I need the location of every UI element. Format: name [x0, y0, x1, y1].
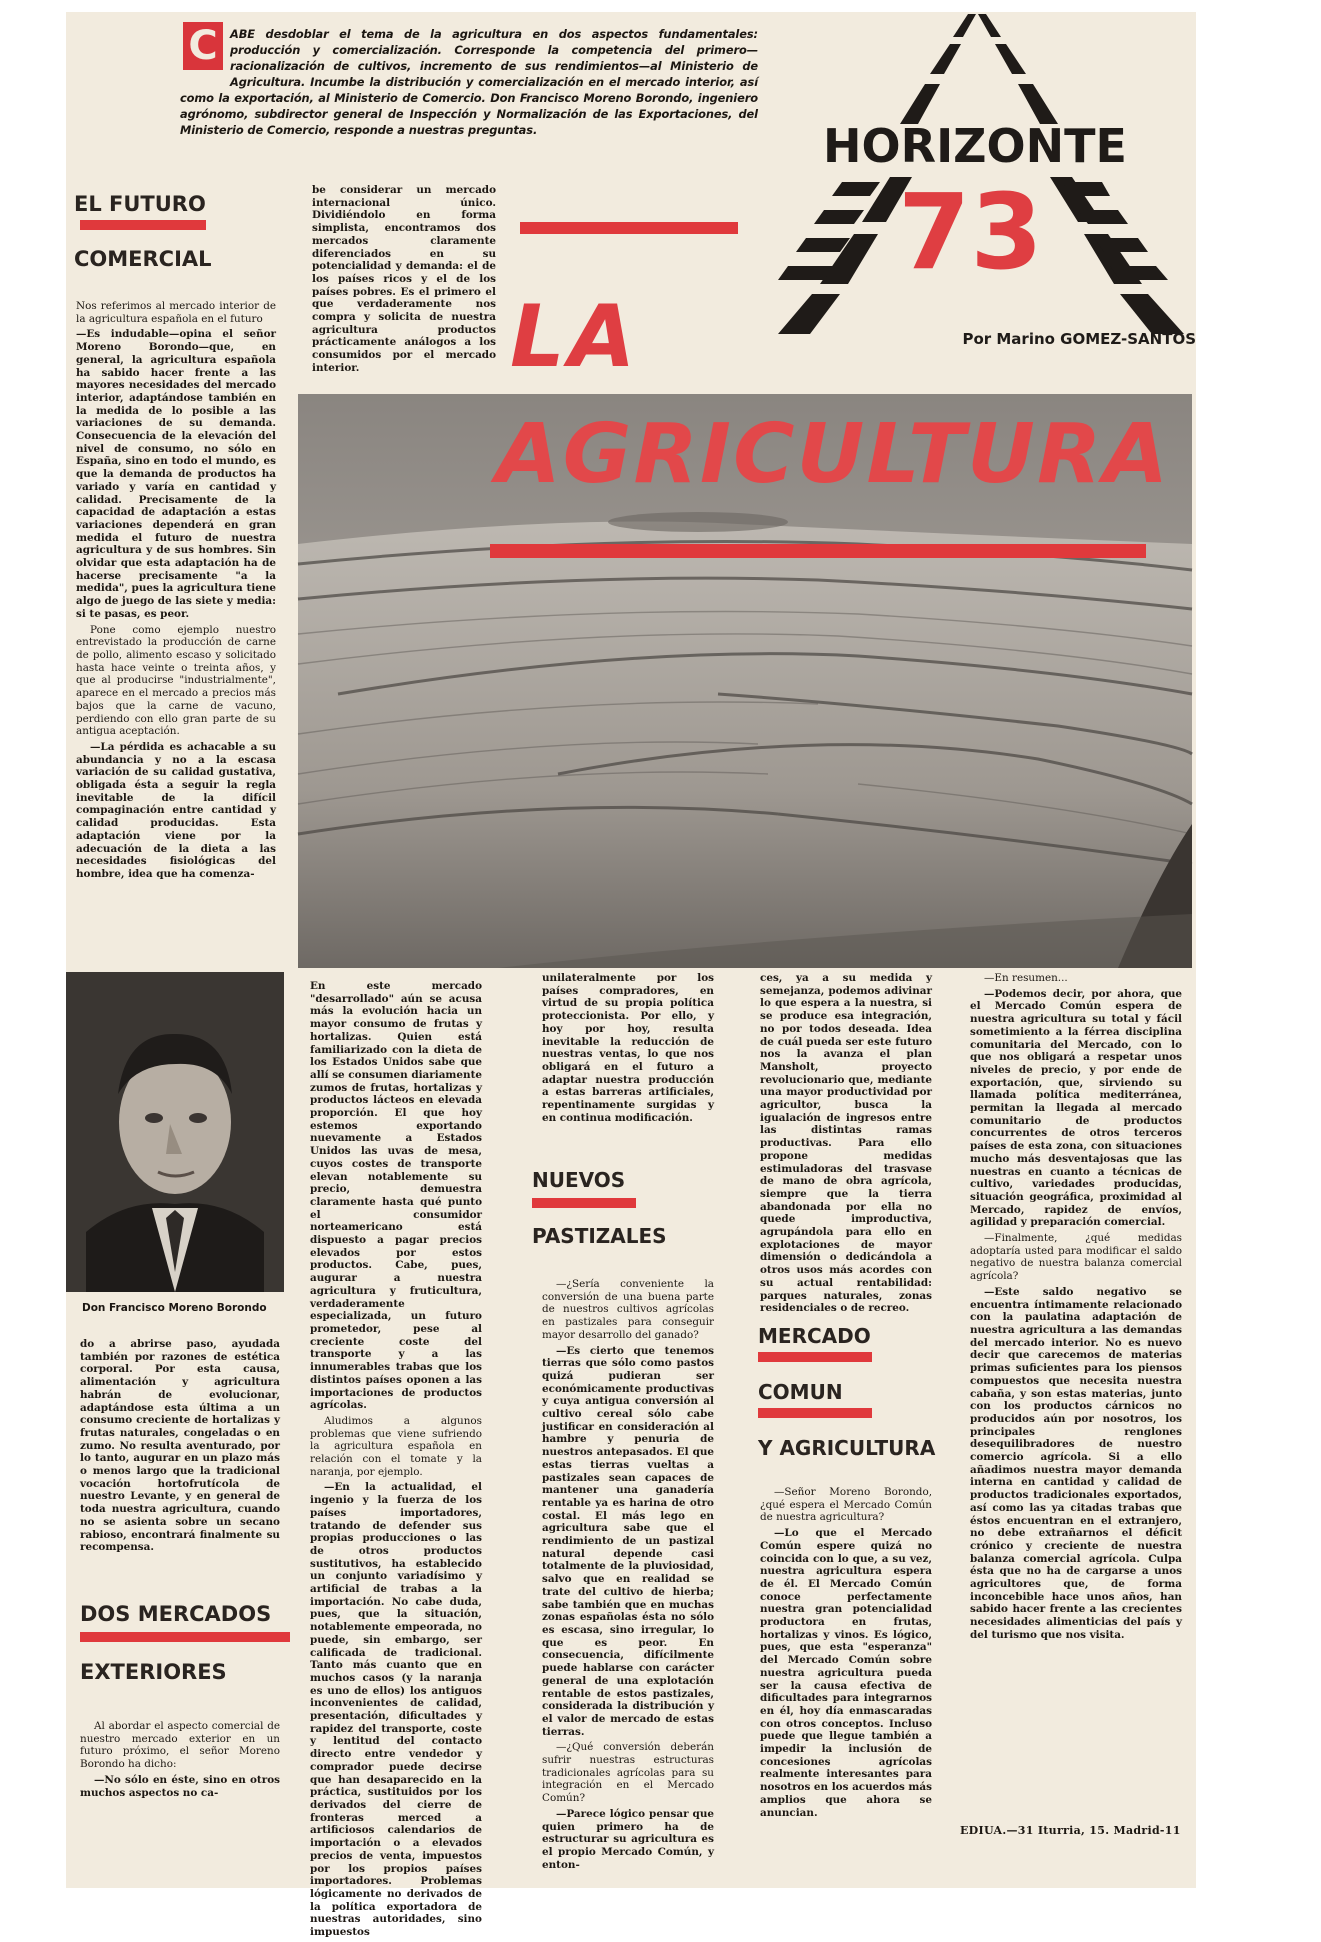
column-3-bottom: [542, 1278, 714, 1874]
logo-number: 73: [898, 171, 1043, 293]
paragraph: Pone como ejemplo nuestro entrevistado la producción de carne de pollo, alimento escaso y solicitado hasta hace veinte o treinta años, y que al producirse "industrialmente", aparece en el mercado a precios más bajos que la carne de vacuno, perdiendo con ello gran parte de su antigua aceptación.: [76, 623, 276, 738]
title-underline: [490, 544, 1146, 558]
paragraph: —Es indudable—opina el señor Moreno Borondo—que, en general, la agricultura española ha sabido hacer frente a las mayores necesidades del mercado interior, adaptándose también en la medida de lo posible a las variaciones de su demanda. Consecuencia de la elevación del nivel de consumo, no sólo en España, sino en todo el mundo, es que la demanda de productos ha variado y varía en cantidad y calidad. Precisamente de la capacidad de adaptación a estas variaciones dependerá en gran medida el futuro de nuestra agricultura y de sus hombres. Sin olvidar que esta adaptación ha de hacerse precisamente "a la medida", pues la agricultura tiene algo de juego de las siete y media: si te pasas, es peor.: [76, 328, 276, 620]
drop-cap: C: [183, 22, 223, 70]
paragraph: En este mercado "desarrollado" aún se acusa más la evolución hacia un mayor consumo de frutas y hortalizas. Quien está familiarizado con la dieta de los Estados Unidos sabe que allí se consumen diariamente zumos de frutas, hortalizas y productos lácteos en elevada proporción. El que hoy estemos exportando nuevamente a Estados Unidos las uvas de mesa, cuyos costes de transporte elevan notablemente su precio, demuestra claramente hasta qué punto el consumidor norteamericano está dispuesto a pagar precios elevados por estos productos. Cabe, pues, augurar a nuestra agricultura y fruticultura, verdaderamente especializada, un futuro prometedor, pese al creciente coste del transporte y a las innumerables trabas que los distintos países oponen a las importaciones de productos agrícolas.: [310, 980, 482, 1412]
paragraph: —Finalmente, ¿qué medidas adoptaría usted para modificar el saldo negativo de nuestra balanza comercial agrícola?: [970, 1232, 1182, 1283]
paragraph: unilateralmente por los países compradores, en virtud de su propia política proteccionista. Por ello, y hoy por hoy, resulta inevitable la reducción de nuestras ventas, lo que nos obligará en el futuro a adaptar nuestra producción a estas barreras artificiales, repentinamente surgidas y en continua modificación.: [542, 972, 714, 1124]
column-4-top: [760, 972, 932, 1318]
portrait-photo: [66, 972, 284, 1292]
paragraph: Al abordar el aspecto comercial de nuestro mercado exterior en un futuro próximo, el señor Moreno Borondo ha dicho:: [80, 1720, 280, 1771]
column-4-bottom: [760, 1486, 932, 1822]
section-heading-mercado-3: Y AGRICULTURA: [758, 1436, 936, 1460]
section-heading-dos-2: EXTERIORES: [80, 1660, 227, 1684]
column-5: [970, 972, 1182, 1645]
paragraph: —Este saldo negativo se encuentra íntimamente relacionado con la paulatina adaptación de nuestra agricultura a las demandas del mercado interior. No es nuevo decir que carecemos de materias primas suficientes para los piensos compuestos que necesita nuestra cabaña, y son estas materias, junto con los productos cárnicos no producidos aún por nosotros, los principales renglones desequilibradores de nuestro comercio agrícola. Si a ello añadimos nuestra mayor demanda interna en cantidad y calidad de productos tradicionales exportados, así como las ya citadas trabas que éstos encuentran en el extranjero, no debe extrañarnos el déficit crónico y creciente de nuestra balanza comercial agrícola. Culpa ésta que no ha de cargarse a unos agricultores que, de forma inconcebible hace unos años, han sabido hacer frente a las crecientes necesidades alimenticias del país y del turismo que nos visita.: [970, 1285, 1182, 1641]
newspaper-page: [66, 12, 1196, 1939]
paragraph: —Parece lógico pensar que quien primero ha de estructurar su agricultura es el propio Mercado Común, y enton-: [542, 1807, 714, 1871]
section-heading-dos-1: DOS MERCADOS: [80, 1602, 272, 1626]
intro-paragraph: ABE desdoblar el tema de la agricultura en dos aspectos fundamentales: producción y comercialización. Corresponde la competencia del primero—racionalización de cultivos, incremento de sus rendimientos—al Ministerio de Agricultura. Incumbe la distribución y comercialización en el mercado interior, así como la exportación, al Ministerio de Comercio. Don Francisco Moreno Borondo, ingeniero agrónomo, subdirector general de Inspección y Normalización de las Exportaciones, del Ministerio de Comercio, responde a nuestras preguntas.: [180, 27, 758, 137]
paragraph: —¿Qué conversión deberán sufrir nuestras estructuras tradicionales agrícolas para su integración en el Mercado Común?: [542, 1741, 714, 1805]
section-heading-futuro-2: COMERCIAL: [74, 247, 212, 271]
paragraph: Nos referimos al mercado interior de la agricultura española en el futuro: [76, 300, 276, 325]
column-2-top: [312, 184, 496, 378]
section-heading-nuevos-1: NUEVOS: [532, 1168, 626, 1192]
portrait-caption: Don Francisco Moreno Borondo: [82, 1302, 267, 1314]
column-1-top: [76, 300, 276, 884]
footer-imprint: EDIUA.—31 Iturria, 15. Madrid-11: [960, 1824, 1181, 1837]
section-rule: [80, 1632, 290, 1642]
paragraph: —En la actualidad, el ingenio y la fuerza de los países importadores, tratando de defender sus propias producciones o las de otros productos sustitutivos, ha establecido un conjunto variadísimo y artificial de trabas a la importación. No cabe duda, pues, que la situación, notablemente empeorada, no puede, sin embargo, ser calificada de tradicional. Tanto más cuanto que en muchos casos (y la naranja es uno de ellos) los antiguos inconvenientes de calidad, presentación, dificultades y rapidez del transporte, coste y lentitud del contacto directo entre vendedor y comprador puede decirse que han desaparecido en la práctica, sustituidos por los derivados del cierre de fronteras merced a artificiosos calendarios de importación o a elevados precios de venta, impuestos por los propios países importadores. Problemas lógicamente no derivados de la política exportadora de nuestras autoridades, sino impuestos: [310, 1481, 482, 1939]
paragraph: —Podemos decir, por ahora, que el Mercado Común espera de nuestra agricultura su total y fácil sometimiento a la férrea disciplina comunitaria del Mercado, con lo que nos obligará a respetar unos niveles de precio, y por ende de exportación, que, sirviendo su llamada política mediterránea, permitan la llegada al mercado comunitario de productos concurrentes de otros terceros países de esta zona, con situaciones mucho más desventajosas que las nuestras en cuanto a técnicas de cultivo, variedades producidas, situación geográfica, proximidad al Mercado, rapidez de envíos, agilidad y preparación comercial.: [970, 987, 1182, 1229]
section-rule: [758, 1408, 872, 1418]
horizonte-73-logo: [750, 12, 1196, 342]
paragraph: do a abrirse paso, ayudada también por razones de estética corporal. Por esta causa, alimentación y agricultura habrán de evolucionar, adaptándose esta última a un consumo creciente de hortalizas y frutas naturales, congeladas o en zumo. No resulta aventurado, por lo tanto, augurar en un plazo más o menos largo que la tradicional vocación hortofrutícola de nuestro Levante, y en general de toda nuestra agricultura, cuando no se asienta sobre un secano rabioso, encontrará finalmente su recompensa.: [80, 1338, 280, 1554]
paragraph: —Es cierto que tenemos tierras que sólo como pastos quizá pudieran ser económicamente productivas y cuya antigua conversión al cultivo cereal sólo cabe justificar en consideración al hambre y penuria de nuestros antepasados. El que estas tierras vueltas a pastizales sean capaces de mantener una ganadería rentable ya es harina de otro costal. El más lego en agricultura sabe que el rendimiento de un pastizal natural depende casi totalmente de la pluviosidad, salvo que en realidad se trate del cultivo de hierba; sabe también que en muchas zonas españolas ésta no sólo es escasa, sino irregular, lo que es peor. En consecuencia, difícilmente puede hablarse con carácter general de una explotación rentable de estos pastizales, considerada la distribución y el valor de mercado de estas tierras.: [542, 1344, 714, 1738]
section-rule: [758, 1352, 872, 1362]
paragraph: ces, ya a su medida y semejanza, podemos adivinar lo que espera a la nuestra, si se produce esa integración, no por todos deseada. Idea de cuál pueda ser este futuro nos la avanza el plan Mansholt, proyecto revolucionario que, mediante una mayor productividad por agricultor, busca la igualación de ingresos entre las distintas ramas productivas. Para ello propone medidas estimuladoras del trasvase de mano de obra agrícola, siempre que la tierra abandonada por ella no quede improductiva, agrupándola para ello en explotaciones de mayor dimensión o dedicándola a otros usos más acordes con su actual rentabilidad: parques naturales, zonas residenciales o de recreo.: [760, 972, 932, 1315]
title-rule: [520, 222, 738, 234]
paragraph: —La pérdida es achacable a su abundancia y no a la escasa variación de su calidad gustativa, obligada ésta a seguir la regla inevitable de la difícil compaginación entre cantidad y calidad producidas. Esta adaptación viene por la adecuación de la dieta a las necesidades fisiológicas del hombre, idea que ha comenza-: [76, 740, 276, 880]
paragraph: be considerar un mercado internacional único. Dividiéndolo en forma simplista, encontramos dos mercados claramente diferenciados en su potencialidad y demanda: el de los países ricos y el de los países pobres. Es el primero el que verdaderamente nos compra y solicita de nuestra agricultura productos prácticamente análogos a los consumidos por el mercado interior.: [312, 184, 496, 374]
title-la: LA: [510, 287, 640, 387]
section-rule: [80, 220, 206, 230]
paragraph: —Señor Moreno Borondo, ¿qué espera el Mercado Común de nuestra agricultura?: [760, 1486, 932, 1524]
section-heading-futuro-1: EL FUTURO: [74, 192, 206, 216]
logo-word: HORIZONTE: [823, 119, 1127, 173]
paragraph: —Lo que el Mercado Común espere quizá no coincida con lo que, a su vez, nuestra agricultura espera de él. El Mercado Común conoce perfectamente nuestra gran potencialidad productora en frutas, hortalizas y vinos. Es lógico, pues, que esta "esperanza" del Mercado Común sobre nuestra agricultura pueda ser la causa efectiva de dificultades para integrarnos en él, hoy día enmascaradas con otros conceptos. Incluso puede que llegue también a impedir la inclusión de concesiones agrícolas realmente interesantes para nosotros en los acuerdos más amplios que ahora se anuncian.: [760, 1527, 933, 1819]
paragraph: Aludimos a algunos problemas que viene sufriendo la agricultura española en relación con el tomate y la naranja, por ejemplo.: [310, 1414, 482, 1478]
section-heading-nuevos-2: PASTIZALES: [532, 1224, 667, 1248]
title-agricultura: AGRICULTURA: [496, 407, 1171, 502]
column-1-bottom: [80, 1338, 280, 1557]
section-heading-mercado-2: COMUN: [758, 1380, 843, 1404]
column-1-end: [80, 1720, 280, 1802]
paragraph: —No sólo en éste, sino en otros muchos aspectos no ca-: [80, 1773, 280, 1799]
paragraph: —En resumen...: [984, 972, 1068, 984]
section-heading-mercado-1: MERCADO: [758, 1324, 871, 1348]
column-2-bottom: [310, 980, 482, 1942]
column-3-top: [542, 972, 714, 1127]
byline: Por Marino GOMEZ-SANTOS: [962, 330, 1196, 348]
section-rule: [532, 1198, 636, 1208]
paragraph: —¿Sería conveniente la conversión de una buena parte de nuestros cultivos agrícolas en pastizales para conseguir mayor desarrollo del ganado?: [542, 1278, 714, 1341]
